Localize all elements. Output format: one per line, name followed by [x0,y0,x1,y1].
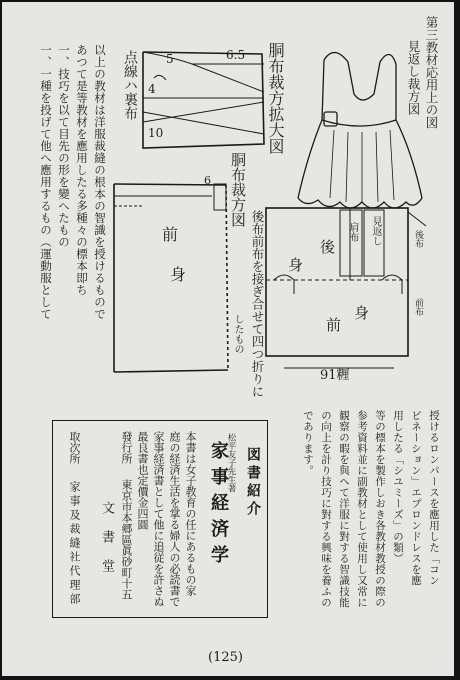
ad-body-line: 本書は女子教育の任にあるもの家 [184,431,197,596]
label-facing: 見返し [370,216,381,246]
label-lining-dotted: 点線ハ裏布 [122,50,138,120]
ad-publisher-address: 東京市本郷區眞砂町十五 [120,479,133,600]
ad-author: 松平友子先生著 [226,433,236,493]
right-text-line: の向上を計り技巧に對する興味を養ふの [320,410,332,608]
label-body-cut-diagram: 胴布裁方図 [229,152,247,227]
label-facing-diagram: 見返し裁方図 [406,40,421,115]
page-number: (125) [208,650,243,665]
right-text-line: 等の標本を製作しおき各教材教授の際の [374,410,386,608]
label-fold-instruction-2: したもの [232,314,243,354]
label-body: 身 [170,265,187,284]
label-front-lower-body: 身 [354,304,370,322]
label-enlarged-diagram: 胴布裁方拡大図 [266,42,285,154]
label-front: 前 [162,225,179,244]
measure-width: 91糎 [320,368,350,383]
right-text-line: 授けるロンパースを應用した「コン [428,410,440,586]
ad-distributor-label: 取次所 [68,431,81,464]
left-text-line: 以上の教材は洋服裁縫の根本の智識を授けるもので [93,44,107,320]
left-text-line: あつて是等教材を應用したる多種々の標本即ち [75,44,89,296]
left-text-line: 一、一種を投げて他へ應用するもの（運動服として [39,44,53,320]
label-fold-instruction: 後布前布を接ぎ合せて四つ折りに [250,210,265,398]
label-back-body: 身 [288,256,304,274]
ad-heading: 図書紹介 [245,447,261,519]
right-text-line: 観察の暇を與へて洋服に對する智識技能 [338,410,350,608]
label-lesson-drawing: 第三教材応用上の図 [424,16,439,129]
right-text-line: であります。 [302,410,314,476]
right-text-line: 参考資料並に副教材として使用し又常に [356,410,368,608]
measure-10: 10 [148,126,164,140]
measure-5: 5 [166,52,174,66]
ad-distributor-name: 家事及裁縫社代理部 [68,481,81,607]
ad-publisher-name: 文書堂 [99,501,114,588]
label-front-cloth: 前布 [413,298,423,316]
label-back: 後 [320,238,336,256]
measure-6: 6 [204,174,211,187]
ad-publisher-label: 發行所 [120,431,133,464]
ad-body-line: 最良書也定價金四圓 [136,431,149,530]
measure-6-5: 6.5 [226,48,246,62]
ad-book-title: 家事経済学 [208,441,229,571]
page [2,2,454,676]
right-text-line: ビネーション」エプロンドレスを應 [410,410,422,586]
left-text-line: 一、技巧を以て目先の形を變へたもの [57,44,71,248]
label-shoulder-cloth: 肩布 [347,222,358,242]
book-ad-box [52,420,268,618]
ad-body-line: 家事経済書として他に追従を許さぬ [152,431,165,607]
left-text-column [30,44,110,384]
right-text-column [276,410,446,610]
label-back-cloth: 後布 [413,230,423,248]
right-text-line: 用したる「シユミーズ」の類） [392,410,404,564]
label-front-lower: 前 [326,316,342,334]
measure-4: 4 [148,82,156,96]
ad-body-line: 庭の経済生活を掌る婦人の必読書で [168,431,181,607]
